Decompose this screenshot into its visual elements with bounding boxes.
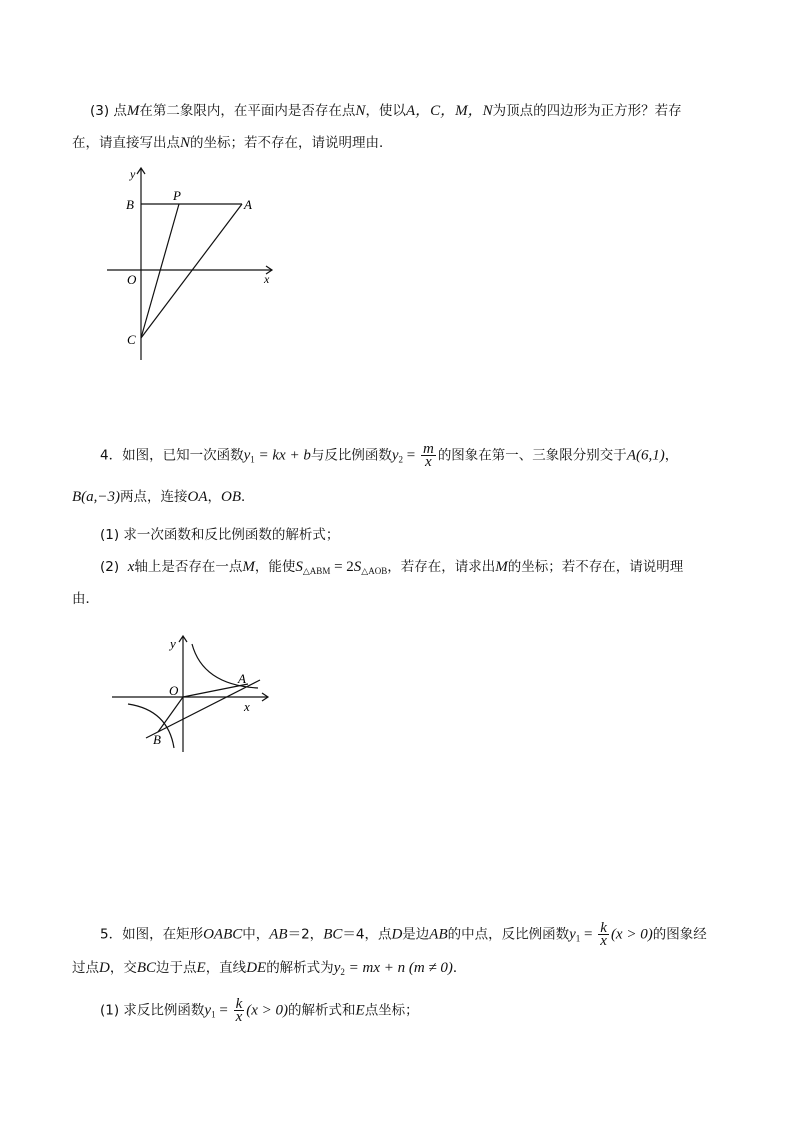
label-P: P (173, 188, 181, 203)
fraction-m-over-x: $\frac{m}{x}$ (422, 441, 434, 470)
q4-number: 4． (100, 447, 123, 464)
hyperbola-branch-1 (192, 644, 258, 688)
label-A: A (244, 197, 252, 212)
figure-2-hyperbola-diagram (108, 630, 288, 760)
segment-CA (141, 204, 242, 338)
q3-line-1: (3) 点M在第二象限内，在平面内是否存在点N，使以A，C，M，N为顶点的四边形为正方形？若存 (90, 103, 682, 119)
q5-sub-1: (1) 求反比例函数$y_1$ = $\frac{k}{x}$ (x > 0)的解析式和E点坐标； (100, 996, 419, 1025)
figure-1-coordinate-diagram (100, 160, 300, 370)
q3-line-2: 在，请直接写出点N的坐标；若不存在，请说明理由． (72, 135, 393, 151)
q4-sub-2: (2) x轴上是否存在一点M，能使$S_{\triangle ABM} = 2S_{\triangle AOB}$，若存在，请求出M的坐标；若不存在，请说明理 (100, 559, 684, 576)
label-O: O (127, 272, 137, 287)
q3-number: (3) (90, 103, 110, 119)
q5-line-2: 过点D，交BC边于点E，直线DE的解析式为$y_2$ = mx + n (m ≠ 0)． (72, 960, 467, 977)
segment-CP (141, 204, 179, 338)
label-y: y (170, 636, 176, 651)
hyperbola-branch-2 (128, 704, 174, 748)
q5-number: 5． (100, 926, 123, 943)
q4-sub-2-cont: 由． (72, 591, 99, 607)
q5-line-1: 5．如图，在矩形OABC中，AB＝2，BC＝4，点D是边AB的中点，反比例函数$y_1$ = $\frac{k}{x}$ (x > 0)的图象经 (100, 920, 707, 949)
q4-sub-1: (1) 求一次函数和反比例函数的解析式； (100, 527, 340, 543)
line-y1 (146, 680, 260, 738)
label-A: A (238, 671, 246, 686)
label-x: x (244, 699, 250, 714)
label-O: O (169, 683, 179, 698)
fraction-k-over-x: $\frac{k}{x}$ (600, 920, 607, 949)
label-B: B (126, 197, 134, 212)
label-y: y (130, 167, 136, 181)
fraction-k-over-x-2: $\frac{k}{x}$ (235, 996, 243, 1025)
label-C: C (127, 332, 136, 347)
label-x: x (264, 272, 270, 286)
q4-line-2: B(a,−3)两点，连接OA，OB． (72, 489, 255, 505)
label-B: B (153, 732, 161, 747)
segment-OB (158, 697, 183, 732)
q4-line-1: 4．如图，已知一次函数$y_1$ = kx + b与反比例函数$y_2$ = $\frac{m}{x}$ 的图象在第一、三象限分别交于A(6,1)， (100, 441, 679, 470)
